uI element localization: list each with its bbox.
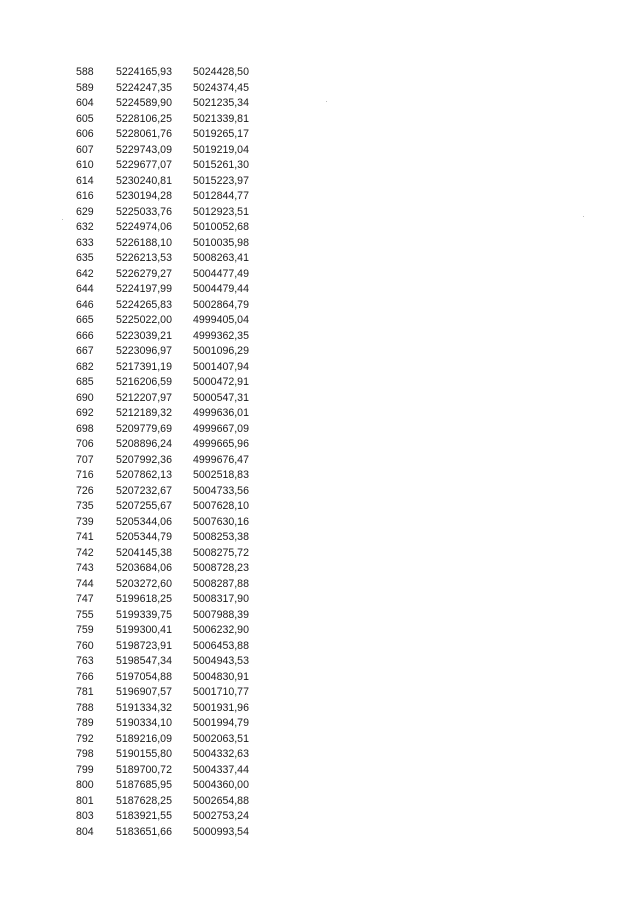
- x-coordinate-cell: 5189700,72: [116, 763, 172, 776]
- table-row: [76, 732, 273, 748]
- y-coordinate-cell: 5007630,16: [193, 515, 249, 528]
- table-row: [76, 267, 273, 283]
- y-coordinate-cell: 5008287,88: [193, 577, 249, 590]
- x-coordinate-cell: 5197054,88: [116, 670, 172, 683]
- point-id-cell: 755: [76, 608, 94, 621]
- table-row: [76, 220, 273, 236]
- y-coordinate-cell: 5002864,79: [193, 298, 249, 311]
- x-coordinate-cell: 5229743,09: [116, 143, 172, 156]
- table-row: [76, 65, 273, 81]
- point-id-cell: 716: [76, 469, 94, 481]
- x-coordinate-cell: 5187685,95: [116, 779, 172, 791]
- scan-speck: [583, 216, 584, 217]
- table-row: [76, 174, 273, 190]
- y-coordinate-cell: 5001096,29: [193, 345, 249, 357]
- y-coordinate-cell: 5002753,24: [193, 810, 249, 822]
- y-coordinate-cell: 5007988,39: [193, 608, 249, 621]
- point-id-cell: 629: [76, 205, 94, 218]
- point-id-cell: 633: [76, 236, 94, 249]
- x-coordinate-cell: 5224589,90: [116, 97, 172, 109]
- y-coordinate-cell: 5004733,56: [193, 484, 249, 497]
- y-coordinate-cell: 5001931,96: [193, 701, 249, 714]
- table-row: [76, 406, 273, 422]
- point-id-cell: 800: [76, 779, 94, 791]
- table-row: [76, 577, 273, 593]
- y-coordinate-cell: 5024374,45: [193, 81, 249, 94]
- y-coordinate-cell: 5000993,54: [193, 825, 249, 838]
- y-coordinate-cell: 5006232,90: [193, 624, 249, 636]
- table-row: [76, 747, 273, 763]
- y-coordinate-cell: 5002518,83: [193, 469, 249, 481]
- x-coordinate-cell: 5191334,32: [116, 701, 172, 714]
- table-row: [76, 546, 273, 562]
- table-row: [76, 96, 273, 112]
- y-coordinate-cell: 5008728,23: [193, 562, 249, 574]
- point-id-cell: 665: [76, 314, 94, 326]
- point-id-cell: 588: [76, 66, 94, 78]
- table-row: [76, 282, 273, 298]
- point-id-cell: 690: [76, 391, 94, 404]
- y-coordinate-cell: 5015223,97: [193, 174, 249, 187]
- x-coordinate-cell: 5224165,93: [116, 66, 172, 78]
- table-row: [76, 143, 273, 159]
- x-coordinate-cell: 5183921,55: [116, 810, 172, 822]
- point-id-cell: 642: [76, 267, 94, 280]
- x-coordinate-cell: 5226188,10: [116, 236, 172, 249]
- table-row: [76, 298, 273, 314]
- x-coordinate-cell: 5198547,34: [116, 655, 172, 667]
- y-coordinate-cell: 5024428,50: [193, 66, 249, 78]
- x-coordinate-cell: 5230240,81: [116, 174, 172, 187]
- y-coordinate-cell: 5008263,41: [193, 252, 249, 264]
- y-coordinate-cell: 5000547,31: [193, 391, 249, 404]
- x-coordinate-cell: 5226279,27: [116, 267, 172, 280]
- y-coordinate-cell: 5010035,98: [193, 236, 249, 249]
- point-id-cell: 739: [76, 515, 94, 528]
- point-id-cell: 644: [76, 283, 94, 295]
- point-id-cell: 606: [76, 128, 94, 140]
- x-coordinate-cell: 5225033,76: [116, 205, 172, 218]
- y-coordinate-cell: 5012923,51: [193, 205, 249, 218]
- point-id-cell: 616: [76, 190, 94, 202]
- point-id-cell: 798: [76, 748, 94, 760]
- point-id-cell: 685: [76, 376, 94, 388]
- x-coordinate-cell: 5204145,38: [116, 546, 172, 559]
- table-row: [76, 685, 273, 701]
- y-coordinate-cell: 5019265,17: [193, 128, 249, 140]
- coordinate-table-body: [76, 65, 273, 840]
- point-id-cell: 698: [76, 422, 94, 435]
- x-coordinate-cell: 5212189,32: [116, 407, 172, 419]
- table-row: [76, 375, 273, 391]
- coordinate-table: [76, 65, 273, 840]
- point-id-cell: 666: [76, 329, 94, 342]
- y-coordinate-cell: 5021235,34: [193, 97, 249, 109]
- point-id-cell: 759: [76, 624, 94, 636]
- point-id-cell: 760: [76, 639, 94, 652]
- table-row: [76, 716, 273, 732]
- point-id-cell: 792: [76, 732, 94, 745]
- table-row: [76, 205, 273, 221]
- x-coordinate-cell: 5199339,75: [116, 608, 172, 621]
- table-row: [76, 127, 273, 143]
- point-id-cell: 741: [76, 531, 94, 543]
- x-coordinate-cell: 5205344,06: [116, 515, 172, 528]
- y-coordinate-cell: 5008253,38: [193, 531, 249, 543]
- x-coordinate-cell: 5226213,53: [116, 252, 172, 264]
- y-coordinate-cell: 4999362,35: [193, 329, 249, 342]
- table-row: [76, 422, 273, 438]
- x-coordinate-cell: 5224265,83: [116, 298, 172, 311]
- table-row: [76, 623, 273, 639]
- x-coordinate-cell: 5207992,36: [116, 453, 172, 466]
- table-row: [76, 453, 273, 469]
- point-id-cell: 589: [76, 81, 94, 94]
- x-coordinate-cell: 5207862,13: [116, 469, 172, 481]
- y-coordinate-cell: 5004337,44: [193, 763, 249, 776]
- scan-speck: [62, 219, 63, 220]
- point-id-cell: 747: [76, 593, 94, 605]
- x-coordinate-cell: 5196907,57: [116, 686, 172, 698]
- point-id-cell: 607: [76, 143, 94, 156]
- y-coordinate-cell: 4999636,01: [193, 407, 249, 419]
- x-coordinate-cell: 5190155,80: [116, 748, 172, 760]
- x-coordinate-cell: 5187628,25: [116, 794, 172, 807]
- y-coordinate-cell: 4999665,96: [193, 438, 249, 450]
- y-coordinate-cell: 5002063,51: [193, 732, 249, 745]
- x-coordinate-cell: 5207232,67: [116, 484, 172, 497]
- x-coordinate-cell: 5224974,06: [116, 221, 172, 233]
- y-coordinate-cell: 5010052,68: [193, 221, 249, 233]
- point-id-cell: 632: [76, 221, 94, 233]
- table-row: [76, 639, 273, 655]
- table-row: [76, 654, 273, 670]
- point-id-cell: 707: [76, 453, 94, 466]
- point-id-cell: 789: [76, 717, 94, 729]
- x-coordinate-cell: 5207255,67: [116, 500, 172, 512]
- table-row: [76, 530, 273, 546]
- x-coordinate-cell: 5190334,10: [116, 717, 172, 729]
- x-coordinate-cell: 5224197,99: [116, 283, 172, 295]
- x-coordinate-cell: 5225022,00: [116, 314, 172, 326]
- y-coordinate-cell: 5004943,53: [193, 655, 249, 667]
- point-id-cell: 635: [76, 252, 94, 264]
- table-row: [76, 468, 273, 484]
- table-row: [76, 499, 273, 515]
- x-coordinate-cell: 5189216,09: [116, 732, 172, 745]
- table-row: [76, 515, 273, 531]
- x-coordinate-cell: 5216206,59: [116, 376, 172, 388]
- point-id-cell: 610: [76, 159, 94, 171]
- x-coordinate-cell: 5205344,79: [116, 531, 172, 543]
- x-coordinate-cell: 5217391,19: [116, 360, 172, 373]
- y-coordinate-cell: 4999676,47: [193, 453, 249, 466]
- point-id-cell: 766: [76, 670, 94, 683]
- point-id-cell: 726: [76, 484, 94, 497]
- x-coordinate-cell: 5224247,35: [116, 81, 172, 94]
- point-id-cell: 799: [76, 763, 94, 776]
- point-id-cell: 742: [76, 546, 94, 559]
- x-coordinate-cell: 5199618,25: [116, 593, 172, 605]
- table-row: [76, 670, 273, 686]
- x-coordinate-cell: 5183651,66: [116, 825, 172, 838]
- y-coordinate-cell: 5021339,81: [193, 112, 249, 125]
- y-coordinate-cell: 5004477,49: [193, 267, 249, 280]
- x-coordinate-cell: 5229677,07: [116, 159, 172, 171]
- point-id-cell: 803: [76, 810, 94, 822]
- table-row: [76, 158, 273, 174]
- y-coordinate-cell: 5002654,88: [193, 794, 249, 807]
- point-id-cell: 692: [76, 407, 94, 419]
- y-coordinate-cell: 5015261,30: [193, 159, 249, 171]
- point-id-cell: 763: [76, 655, 94, 667]
- point-id-cell: 667: [76, 345, 94, 357]
- x-coordinate-cell: 5228061,76: [116, 128, 172, 140]
- y-coordinate-cell: 5012844,77: [193, 190, 249, 202]
- y-coordinate-cell: 5006453,88: [193, 639, 249, 652]
- x-coordinate-cell: 5223039,21: [116, 329, 172, 342]
- table-row: [76, 608, 273, 624]
- table-row: [76, 112, 273, 128]
- y-coordinate-cell: 5001407,94: [193, 360, 249, 373]
- point-id-cell: 682: [76, 360, 94, 373]
- table-row: [76, 825, 273, 841]
- table-row: [76, 701, 273, 717]
- point-id-cell: 706: [76, 438, 94, 450]
- table-row: [76, 592, 273, 608]
- x-coordinate-cell: 5203684,06: [116, 562, 172, 574]
- point-id-cell: 804: [76, 825, 94, 838]
- y-coordinate-cell: 5019219,04: [193, 143, 249, 156]
- table-row: [76, 344, 273, 360]
- table-row: [76, 778, 273, 794]
- point-id-cell: 604: [76, 97, 94, 109]
- table-row: [76, 360, 273, 376]
- y-coordinate-cell: 5004830,91: [193, 670, 249, 683]
- table-row: [76, 484, 273, 500]
- table-row: [76, 763, 273, 779]
- point-id-cell: 788: [76, 701, 94, 714]
- y-coordinate-cell: 5008275,72: [193, 546, 249, 559]
- point-id-cell: 801: [76, 794, 94, 807]
- table-row: [76, 809, 273, 825]
- x-coordinate-cell: 5203272,60: [116, 577, 172, 590]
- x-coordinate-cell: 5199300,41: [116, 624, 172, 636]
- table-row: [76, 81, 273, 97]
- point-id-cell: 605: [76, 112, 94, 125]
- y-coordinate-cell: 5008317,90: [193, 593, 249, 605]
- x-coordinate-cell: 5208896,24: [116, 438, 172, 450]
- x-coordinate-cell: 5230194,28: [116, 190, 172, 202]
- table-row: [76, 329, 273, 345]
- y-coordinate-cell: 4999667,09: [193, 422, 249, 435]
- point-id-cell: 614: [76, 174, 94, 187]
- point-id-cell: 781: [76, 686, 94, 698]
- y-coordinate-cell: 5001710,77: [193, 686, 249, 698]
- table-row: [76, 561, 273, 577]
- table-row: [76, 236, 273, 252]
- x-coordinate-cell: 5212207,97: [116, 391, 172, 404]
- x-coordinate-cell: 5209779,69: [116, 422, 172, 435]
- point-id-cell: 646: [76, 298, 94, 311]
- table-row: [76, 437, 273, 453]
- point-id-cell: 735: [76, 500, 94, 512]
- y-coordinate-cell: 5004479,44: [193, 283, 249, 295]
- x-coordinate-cell: 5223096,97: [116, 345, 172, 357]
- x-coordinate-cell: 5228106,25: [116, 112, 172, 125]
- y-coordinate-cell: 4999405,04: [193, 314, 249, 326]
- y-coordinate-cell: 5001994,79: [193, 717, 249, 729]
- y-coordinate-cell: 5000472,91: [193, 376, 249, 388]
- y-coordinate-cell: 5004360,00: [193, 779, 249, 791]
- table-row: [76, 391, 273, 407]
- table-row: [76, 313, 273, 329]
- scan-speck: [326, 101, 327, 102]
- table-row: [76, 189, 273, 205]
- y-coordinate-cell: 5004332,63: [193, 748, 249, 760]
- y-coordinate-cell: 5007628,10: [193, 500, 249, 512]
- point-id-cell: 744: [76, 577, 94, 590]
- x-coordinate-cell: 5198723,91: [116, 639, 172, 652]
- table-row: [76, 251, 273, 267]
- point-id-cell: 743: [76, 562, 94, 574]
- table-row: [76, 794, 273, 810]
